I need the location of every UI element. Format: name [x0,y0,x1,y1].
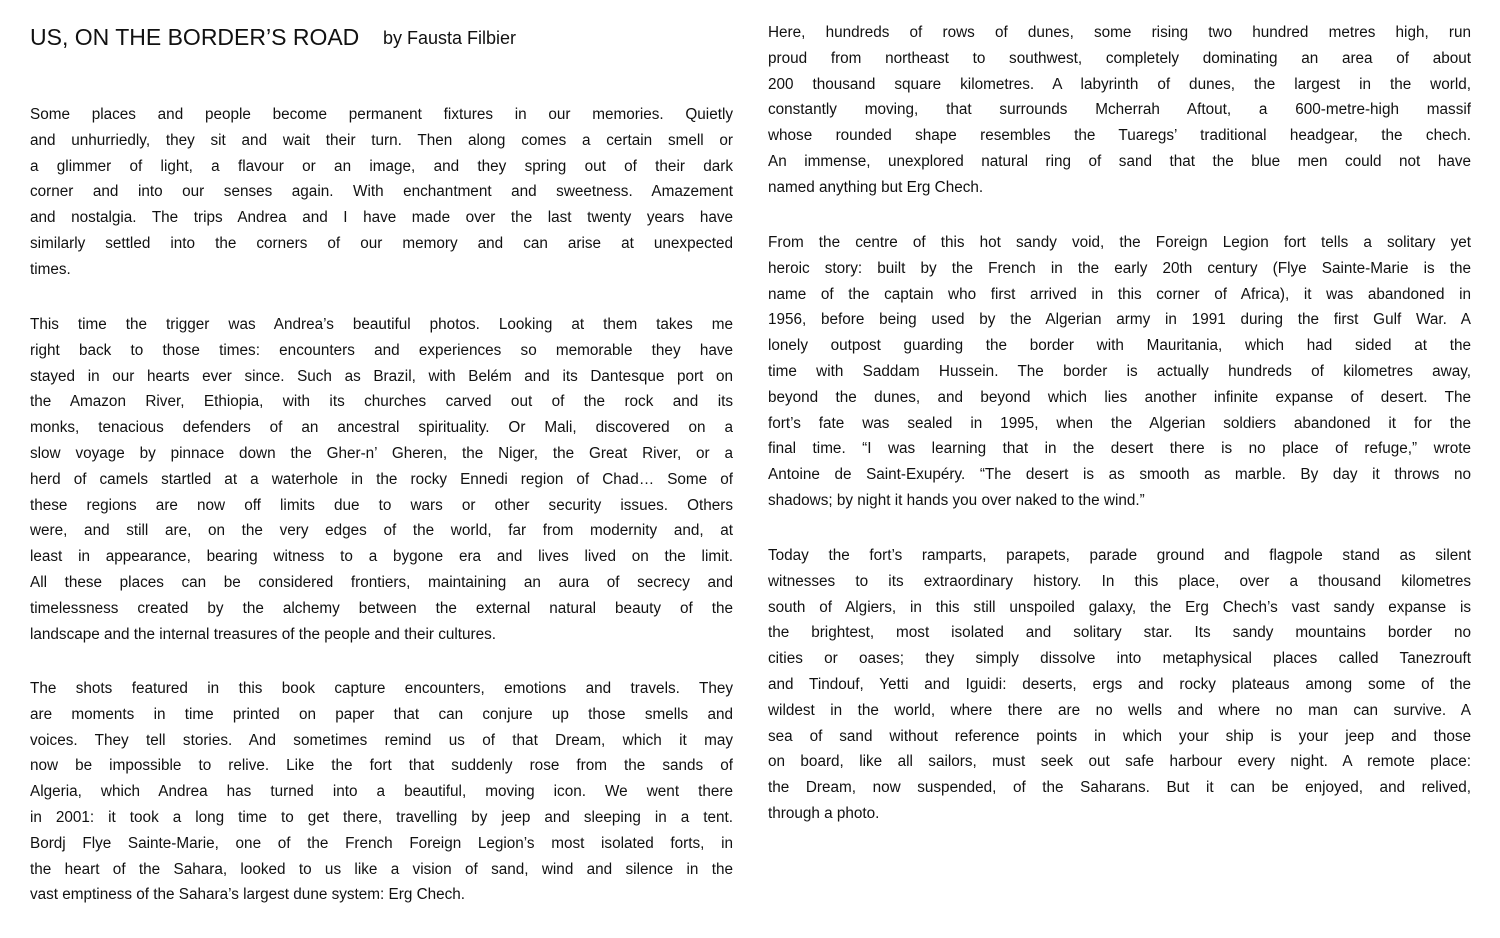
text-line: An immense, unexplored natural ring of sand that the blue men could not have [768,152,1471,170]
text-line: This time the trigger was Andrea’s beautiful photos. Looking at them takes me [30,316,733,333]
text-line: From the centre of this hot sandy void, the Foreign Legion fort tells a solitary yet [768,234,1471,251]
paragraph [30,102,733,283]
text-line: monks, tenacious defenders of an ancestral spirituality. Or Mali, discovered on a [30,419,733,437]
text-line: vast emptiness of the Sahara’s largest dune system: Erg Chech. [30,886,466,904]
text-line: least in appearance, bearing witness to a bygone era and lives lived on the limit. [30,548,733,566]
text-line: named anything but Erg Chech. [768,178,984,196]
text-line: Today the fort’s ramparts, parapets, parade ground and flagpole stand as silent [768,547,1471,564]
text-line: heroic story: built by the French in the early 20th century (Flye Sainte-Marie is the [768,259,1471,277]
paragraph [30,312,733,647]
text-line: through a photo. [768,804,880,822]
author-byline: by Fausta Filbier [383,28,517,48]
text-line: south of Algiers, in this still unspoiled galaxy, the Erg Chech’s vast sandy expanse is [768,598,1471,616]
text-line: lonely outpost guarding the border with Mauritania, which had sided at the [768,337,1471,355]
paragraph [768,230,1471,514]
text-line: are moments in time printed on paper that can conjure up those smells and [30,705,733,723]
text-line: final time. “I was learning that in the desert there is no place of refuge,” wrote [768,440,1471,458]
text-line: beyond the dunes, and beyond which lies another infinite expanse of desert. The [768,388,1471,406]
document-title: US, ON THE BORDER’S ROAD [30,24,360,50]
text-line: sea of sand without reference points in which your ship is your jeep and those [768,727,1471,745]
text-line: landscape and the internal treasures of the people and their cultures. [30,625,497,643]
text-line: the heart of the Sahara, looked to us like a vision of sand, wind and silence in the [30,860,733,878]
paragraph [768,543,1471,827]
text-line: right back to those times: encounters and experiences so memorable they have [30,341,733,359]
text-line: witnesses to its extraordinary history. In this place, over a thousand kilometres [768,572,1471,590]
text-line: All these places can be considered frontiers, maintaining an aura of secrecy and [30,573,733,591]
text-line: constantly moving, that surrounds Mcherrah Aftout, a 600-metre-high massif [768,101,1471,119]
text-line: Bordj Flye Sainte-Marie, one of the French Foreign Legion’s most isolated forts, in [30,834,733,852]
text-line: now be impossible to relive. Like the fort that suddenly rose from the sands of [30,757,733,775]
text-line: timelessness created by the alchemy between the external natural beauty of the [30,599,733,617]
text-line: 200 thousand square kilometres. A labyrinth of dunes, the largest in the world, [768,75,1471,93]
text-line: slow voyage by pinnace down the Gher-n’ Gheren, the Niger, the Great River, or a [30,444,733,462]
text-line: in 2001: it took a long time to get there, travelling by jeep and sleeping in a tent. [30,808,733,826]
text-line: and Tindouf, Yetti and Iguidi: deserts, ergs and rocky plateaus among some of the [768,675,1471,693]
text-line: whose rounded shape resembles the Tuaregs’ traditional headgear, the chech. [768,127,1471,145]
text-line: Here, hundreds of rows of dunes, some rising two hundred metres high, run [768,24,1471,41]
text-line: corner and into our senses again. With enchantment and sweetness. Amazement [30,183,733,201]
paragraph [30,676,733,908]
text-line: herd of camels startled at a waterhole in the rocky Ennedi region of Chad… Some of [30,470,733,488]
text-line: The shots featured in this book capture encounters, emotions and travels. They [30,680,733,697]
text-line: fort’s fate was sealed in 1995, when the Algerian soldiers abandoned it for the [768,414,1471,432]
text-line: similarly settled into the corners of our memory and can arise at unexpected [30,234,733,252]
text-line: cities or oases; they simply dissolve into metaphysical places called Tanezrouft [768,650,1471,668]
text-line: Algeria, which Andrea has turned into a beautiful, moving icon. We went there [30,783,733,801]
text-line: these regions are now off limits due to wars or other security issues. Others [30,496,733,514]
text-line: the brightest, most isolated and solitary star. Its sandy mountains border no [768,624,1471,642]
paragraph [768,20,1471,201]
text-line: a glimmer of light, a flavour or an image, and they spring out of their dark [30,157,733,175]
text-line: proud from northeast to southwest, completely dominating an area of about [768,49,1471,67]
text-line: the Amazon River, Ethiopia, with its churches carved out of the rock and its [30,393,733,411]
text-line: 1956, before being used by the Algerian army in 1991 during the first Gulf War. A [768,311,1471,329]
text-line: the Dream, now suspended, of the Saharans. But it can be enjoyed, and relived, [768,779,1471,797]
text-line: times. [30,260,71,278]
text-line: Some places and people become permanent fixtures in our memories. Quietly [30,106,733,123]
text-line: shadows; by night it hands you over naked to the wind.” [768,491,1145,509]
text-line: voices. They tell stories. And sometimes remind us of that Dream, which it may [30,731,733,749]
text-line: and nostalgia. The trips Andrea and I have made over the last twenty years have [30,209,733,227]
text-line: Antoine de Saint-Exupéry. “The desert is as smooth as marble. By day it throws no [768,466,1471,484]
text-line: time with Saddam Hussein. The border is actually hundreds of kilometres away, [768,362,1471,380]
text-line: name of the captain who first arrived in this corner of Africa), it was abandoned in [768,285,1471,303]
text-line: stayed in our hearts ever since. Such as Brazil, with Belém and its Dantesque port on [30,367,733,385]
text-line: were, and still are, on the very edges of the world, far from modernity and, at [30,522,733,540]
text-line: on board, like all sailors, must seek out safe harbour every night. A remote place: [768,753,1471,771]
text-line: and unhurriedly, they sit and wait their turn. Then along comes a certain smell or [30,131,733,149]
text-line: wildest in the world, where there are no wells and where no man can survive. A [768,701,1471,719]
